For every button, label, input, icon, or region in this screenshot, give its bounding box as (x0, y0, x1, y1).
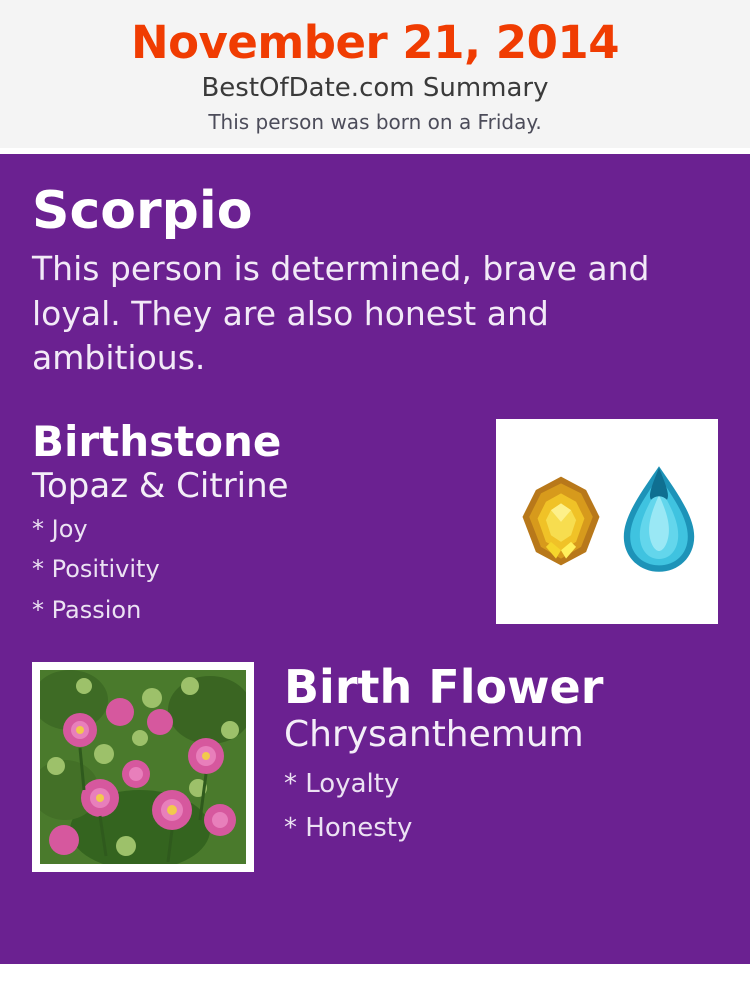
birth-flower-image (32, 662, 254, 872)
zodiac-sign-name: Scorpio (32, 181, 253, 242)
zodiac-section (32, 181, 718, 380)
birth-flower-text-group (284, 659, 718, 844)
topaz-gem-icon (618, 463, 700, 575)
birth-flower-section (32, 659, 718, 872)
birthstone-image-inner (504, 427, 710, 616)
site-summary-label: BestOfDate.com Summary (201, 72, 549, 103)
birthstone-name: Topaz & Citrine (32, 465, 289, 506)
birth-flower-trait: * Loyalty (284, 768, 400, 799)
zodiac-description: This person is determined, brave and loyal. They are also honest and ambitious. (32, 248, 650, 378)
birth-flower-name: Chrysanthemum (284, 714, 584, 756)
birthstone-trait: * Passion (32, 595, 142, 624)
chrysanthemum-illustration-icon (40, 670, 246, 864)
birthstone-image (496, 419, 718, 624)
birth-day-note: This person was born on a Friday. (208, 110, 542, 135)
birthstone-section (32, 416, 718, 634)
main-panel (0, 154, 750, 964)
birth-flower-image-inner (40, 670, 246, 864)
page-title-date: November 21, 2014 (130, 16, 620, 69)
birth-flower-trait: * Honesty (284, 813, 413, 844)
birth-flower-title: Birth Flower (284, 659, 604, 714)
birthstone-title: Birthstone (32, 416, 282, 466)
birthstone-trait: * Positivity (32, 555, 160, 584)
birthstone-trait: * Joy (32, 514, 88, 543)
citrine-gem-icon (518, 475, 604, 567)
birthstone-text-group (32, 416, 462, 624)
header (0, 0, 750, 154)
